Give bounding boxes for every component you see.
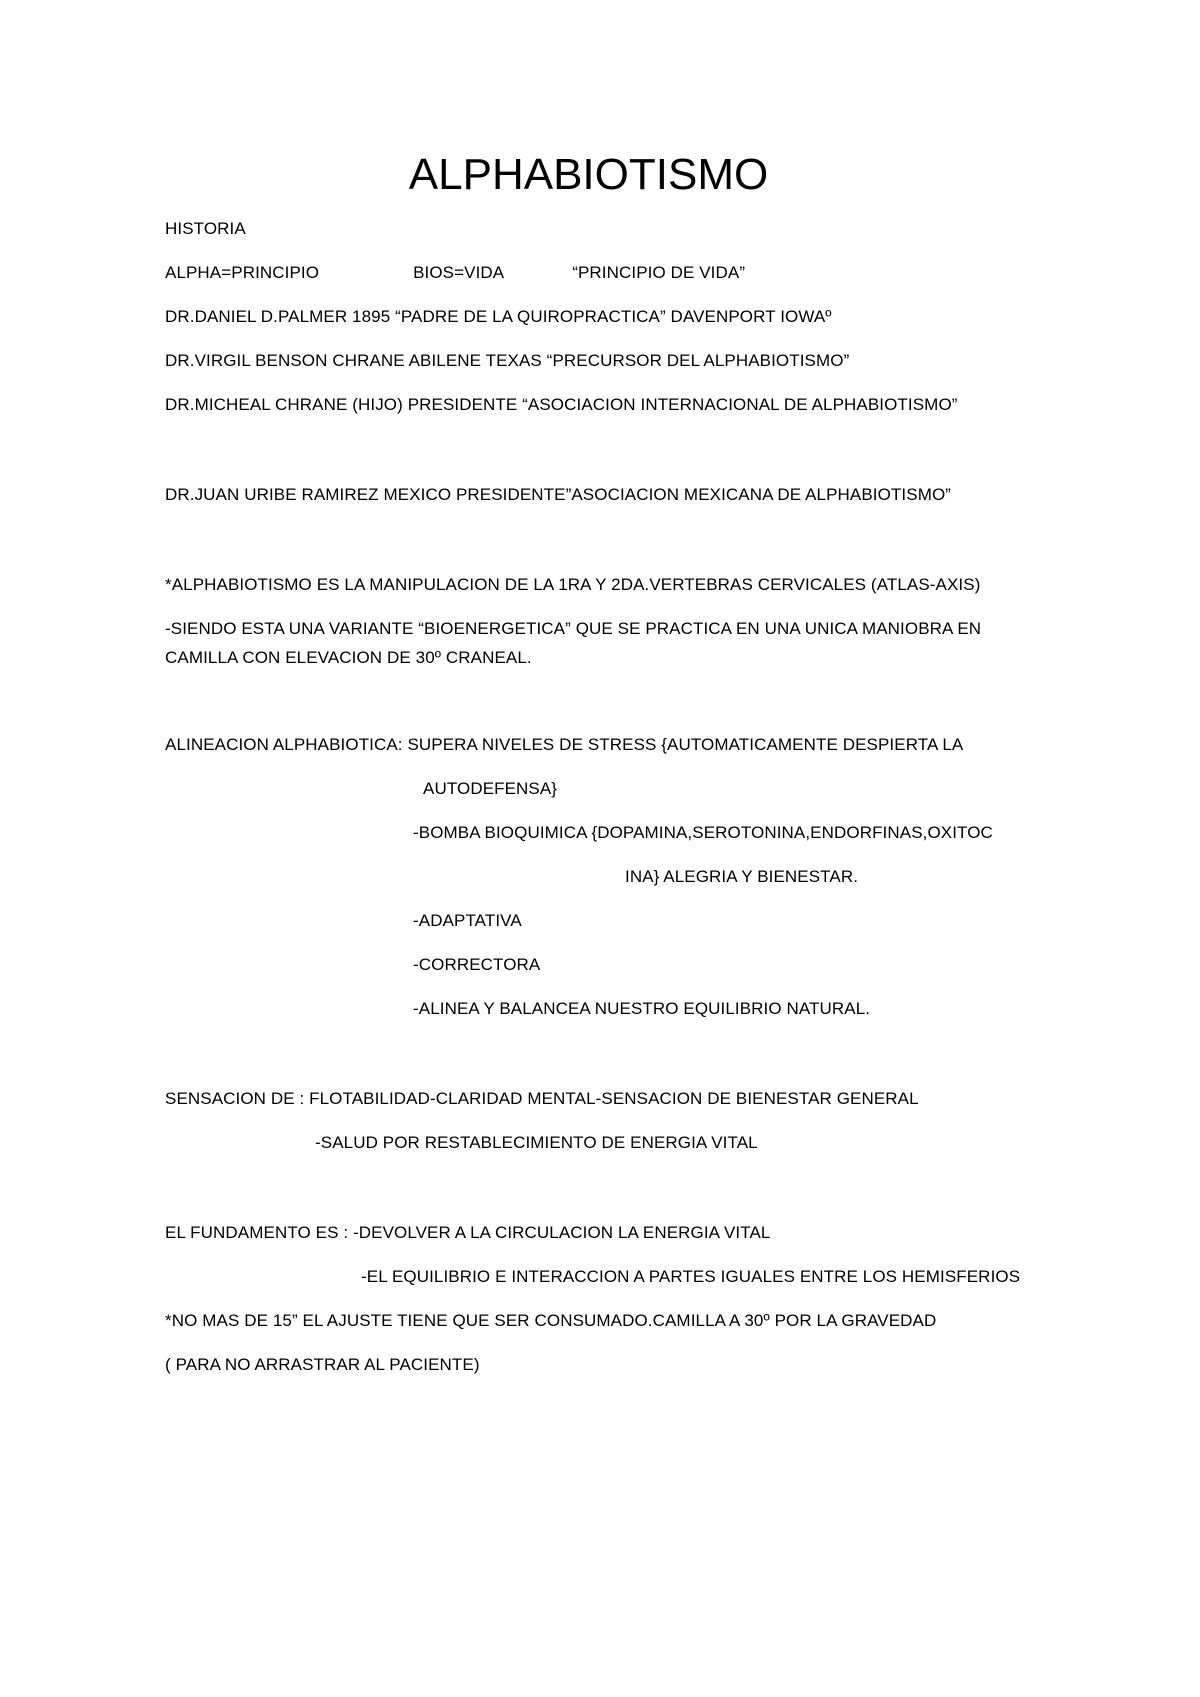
correctora-item: -CORRECTORA: [413, 955, 541, 974]
alpha-definition-line: [165, 262, 745, 284]
fundamento-line-1: EL FUNDAMENTO ES : -DEVOLVER A LA CIRCULACION LA ENERGIA VITAL: [165, 1223, 771, 1242]
alinea-item: -ALINEA Y BALANCEA NUESTRO EQUILIBRIO NATURAL.: [413, 999, 871, 1018]
definition-line: *ALPHABIOTISMO ES LA MANIPULACION DE LA 1RA Y 2DA.VERTEBRAS CERVICALES (ATLAS-AXIS): [165, 575, 981, 594]
alineacion-line-2: AUTODEFENSA}: [423, 779, 558, 798]
history-line: DR.VIRGIL BENSON CHRANE ABILENE TEXAS “PRECURSOR DEL ALPHABIOTISMO”: [165, 351, 850, 370]
bios-definition: BIOS=VIDA: [413, 263, 505, 282]
bomba-line-1: -BOMBA BIOQUIMICA {DOPAMINA,SEROTONINA,ENDORFINAS,OXITOC: [413, 823, 993, 842]
history-line: DR.JUAN URIBE RAMIREZ MEXICO PRESIDENTE”ASOCIACION MEXICANA DE ALPHABIOTISMO”: [165, 485, 952, 504]
document-title: ALPHABIOTISMO: [408, 150, 769, 199]
variant-line-1: -SIENDO ESTA UNA VARIANTE “BIOENERGETICA” QUE SE PRACTICA EN UNA UNICA MANIOBRA EN: [165, 619, 982, 638]
variant-line-2: CAMILLA CON ELEVACION DE 30º CRANEAL.: [165, 648, 532, 667]
fundamento-line-2: -EL EQUILIBRIO E INTERACCION A PARTES IGUALES ENTRE LOS HEMISFERIOS: [361, 1267, 1021, 1286]
ajuste-line-1: *NO MAS DE 15” EL AJUSTE TIENE QUE SER CONSUMADO.CAMILLA A 30º POR LA GRAVEDAD: [165, 1311, 937, 1330]
principio-de-vida: “PRINCIPIO DE VIDA”: [572, 263, 746, 282]
bomba-line-2: INA} ALEGRIA Y BIENESTAR.: [625, 867, 859, 886]
sensacion-line-2: -SALUD POR RESTABLECIMIENTO DE ENERGIA VITAL: [315, 1133, 758, 1152]
alineacion-line-1: ALINEACION ALPHABIOTICA: SUPERA NIVELES DE STRESS {AUTOMATICAMENTE DESPIERTA LA: [165, 735, 964, 754]
ajuste-line-2: ( PARA NO ARRASTRAR AL PACIENTE): [165, 1355, 480, 1374]
sensacion-line-1: SENSACION DE : FLOTABILIDAD-CLARIDAD MENTAL-SENSACION DE BIENESTAR GENERAL: [165, 1089, 919, 1108]
history-line: DR.DANIEL D.PALMER 1895 “PADRE DE LA QUIROPRACTICA” DAVENPORT IOWAº: [165, 307, 832, 326]
adaptativa-item: -ADAPTATIVA: [413, 911, 522, 930]
section-heading-historia: HISTORIA: [165, 219, 246, 238]
alpha-definition: ALPHA=PRINCIPIO: [165, 263, 320, 282]
history-line: DR.MICHEAL CHRANE (HIJO) PRESIDENTE “ASOCIACION INTERNACIONAL DE ALPHABIOTISMO”: [165, 395, 958, 414]
